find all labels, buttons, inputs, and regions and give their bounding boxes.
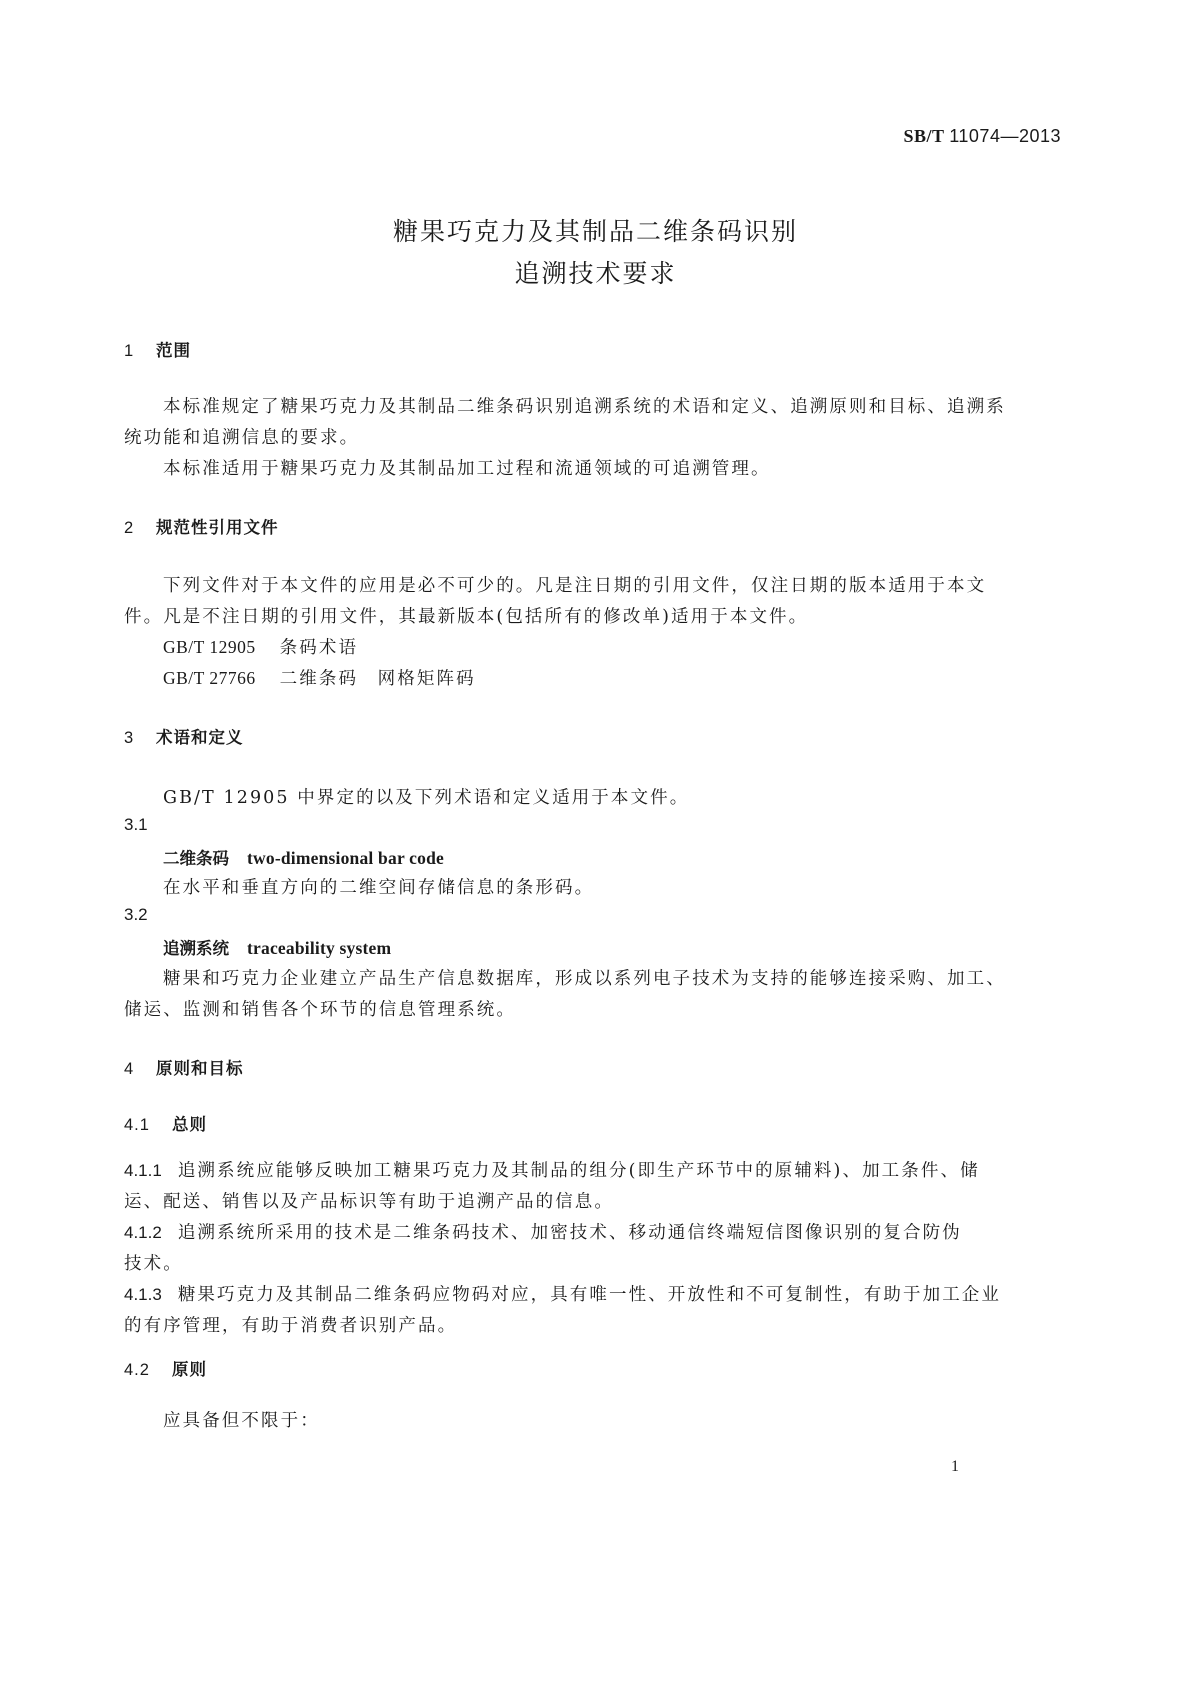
term-number: 3.1	[124, 815, 148, 834]
paragraph: GB/T 12905 中界定的以及下列术语和定义适用于本文件。	[163, 788, 690, 808]
section-title: 术语和定义	[156, 728, 244, 747]
section-4-heading	[124, 1055, 244, 1079]
document-title-line-1: 糖果巧克力及其制品二维条码识别	[392, 217, 798, 246]
subsection-number: 4.1	[124, 1116, 150, 1134]
paragraph: 统功能和追溯信息的要求。	[124, 428, 360, 448]
term-definition: 糖果和巧克力企业建立产品生产信息数据库，形成以系列电子技术为支持的能够连接采购、加工、	[163, 969, 1006, 989]
term-heading	[163, 845, 444, 869]
section-title: 原则和目标	[156, 1059, 244, 1078]
clause-4-1-3	[124, 1281, 1001, 1306]
reference-code: GB/T 27766	[163, 668, 256, 688]
section-number: 4	[124, 1060, 135, 1078]
reference-item	[163, 634, 358, 659]
clause-text: 追溯系统所采用的技术是二维条码技术、加密技术、移动通信终端短信图像识别的复合防伪	[177, 1223, 962, 1243]
clause-number: 4.1.2	[124, 1223, 162, 1242]
subsection-title: 总则	[172, 1115, 207, 1134]
section-title: 规范性引用文件	[156, 518, 279, 537]
section-number: 3	[124, 729, 135, 747]
clause-text: 运、配送、销售以及产品标识等有助于追溯产品的信息。	[124, 1192, 614, 1212]
section-number: 1	[124, 342, 135, 360]
subsection-4-1-heading	[124, 1111, 207, 1135]
reference-item	[163, 665, 476, 690]
section-1-heading	[124, 337, 191, 361]
term-en: two-dimensional bar code	[247, 848, 444, 868]
reference-code: GB/T 12905	[163, 637, 256, 657]
clause-text: 技术。	[124, 1254, 183, 1274]
clause-text: 追溯系统应能够反映加工糖果巧克力及其制品的组分(即生产环节中的原辅料)、加工条件、储	[177, 1161, 980, 1181]
section-2-heading	[124, 514, 279, 538]
term-zh: 二维条码	[163, 849, 229, 868]
code-number: 11074—2013	[949, 126, 1061, 146]
term-heading	[163, 935, 391, 959]
reference-title: 二维条码 网格矩阵码	[279, 669, 476, 689]
clause-4-1-2	[124, 1219, 962, 1244]
subsection-number: 4.2	[124, 1361, 150, 1379]
page-number: 1	[951, 1458, 959, 1475]
paragraph: 本标准适用于糖果巧克力及其制品加工过程和流通领域的可追溯管理。	[163, 459, 771, 479]
clause-number: 4.1.1	[124, 1161, 162, 1180]
paragraph: 应具备但不限于：	[163, 1411, 320, 1431]
clause-text: 的有序管理，有助于消费者识别产品。	[124, 1316, 458, 1336]
section-number: 2	[124, 519, 135, 537]
subsection-title: 原则	[172, 1360, 207, 1379]
clause-number: 4.1.3	[124, 1285, 162, 1304]
term-definition: 储运、监测和销售各个环节的信息管理系统。	[124, 1000, 516, 1020]
section-title: 范围	[156, 341, 191, 360]
paragraph: 件。凡是不注日期的引用文件，其最新版本(包括所有的修改单)适用于本文件。	[124, 607, 809, 627]
clause-4-1-1	[124, 1157, 980, 1182]
paragraph: 本标准规定了糖果巧克力及其制品二维条码识别追溯系统的术语和定义、追溯原则和目标、追溯系	[163, 397, 1006, 417]
term-number: 3.2	[124, 905, 148, 924]
term-definition: 在水平和垂直方向的二维空间存储信息的条形码。	[163, 878, 595, 898]
reference-title: 条码术语	[279, 638, 359, 658]
term-zh: 追溯系统	[163, 939, 229, 958]
section-3-heading	[124, 724, 244, 748]
code-prefix: SB/T	[903, 126, 945, 146]
clause-text: 糖果巧克力及其制品二维条码应物码对应，具有唯一性、开放性和不可复制性，有助于加工企业	[177, 1285, 1002, 1305]
document-title-line-2: 追溯技术要求	[514, 259, 677, 288]
standard-code	[904, 126, 1061, 147]
term-en: traceability system	[247, 938, 392, 958]
paragraph: 下列文件对于本文件的应用是必不可少的。凡是注日期的引用文件，仅注日期的版本适用于本文	[163, 576, 987, 596]
subsection-4-2-heading	[124, 1356, 207, 1380]
